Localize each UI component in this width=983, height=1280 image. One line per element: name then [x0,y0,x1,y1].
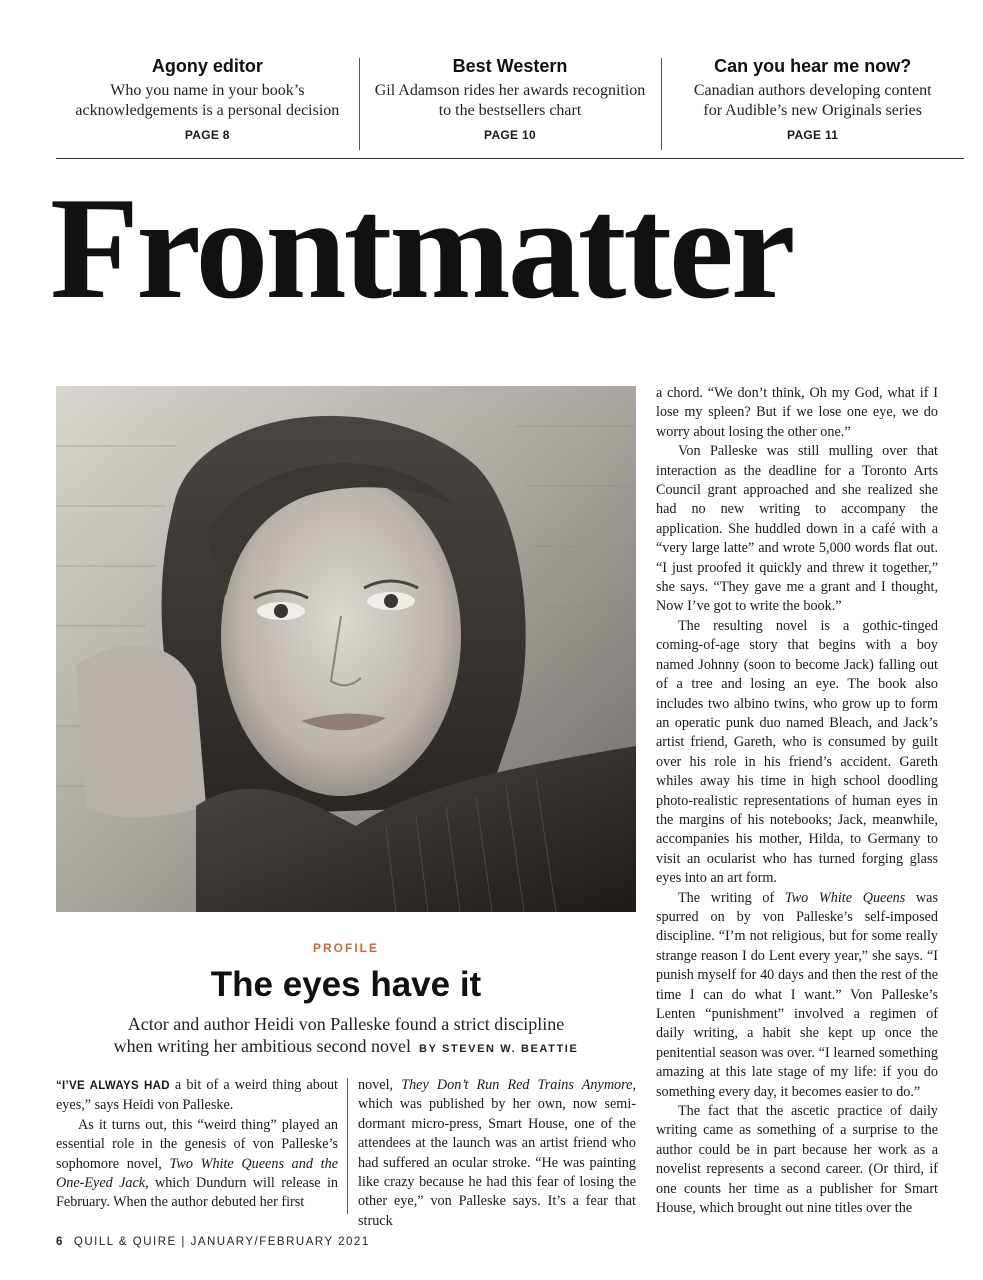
book-title: Two White Queens and the One-Eyed Jack [56,1155,338,1192]
section-masthead: Frontmatter [50,167,793,329]
article-dek [56,1013,636,1060]
article-column-3 [656,384,938,1218]
dek-line-1: Actor and author Heidi von Palleske found a strict discipline [127,1014,565,1034]
teaser-best-western[interactable] [359,52,662,152]
article-column-1 [56,1076,338,1213]
byline: BY STEVEN W. BEATTIE [419,1043,579,1055]
article-headline: The eyes have it [210,965,482,1004]
teaser-text: Canadian authors developing content for Audible’s new Originals series [693,82,932,119]
lead-in: “I’VE ALWAYS HAD [56,1080,170,1092]
teaser-bar [56,52,964,152]
dek-line-2: when writing her ambitious second novel [113,1036,412,1056]
paragraph: a chord. “We don’t think, Oh my God, what if I lose my spleen? But if we lose one eye, we do worry about losing the other one.” [656,385,938,440]
page-footer [56,1236,370,1248]
teaser-can-you-hear-me[interactable] [661,52,964,152]
article-kicker: PROFILE [312,941,379,955]
paragraph: The resulting novel is a gothic-tinged coming-of-age story that begins with a boy named Johnny (soon to become Jack) falling out of a tree and losing an eye. The book also includes two albino twins, who grow up to form an operatic punk duo named Bleach, and Jack’s artist friend, Gareth, who is consumed by guilt over his role in his friend’s accident. Gareth whiles away his time in high school doodling photo-realistic representations of human eyes in the margins of his notebooks; Jack, meanwhile, accompanies his mother, Hilda, to Germany to visit an ocularist who has turned forging glass eyes into an art form. [656,617,938,887]
paragraph: As it turns out, this “weird thing” played an essential role in the genesis of von Palleske’s sophomore novel, Two White Queens and the One-Eyed Jack, which Dundurn will release in February. When the author debuted her first [56,1116,338,1211]
teaser-page: PAGE 10 [484,128,536,142]
paragraph: The fact that the ascetic practice of daily writing came as something of a surprise to the author could be in part because her work as a novelist represents a second career. (Or third, if one counts her time as a publisher for Smart House, which brought out nine titles over the [656,1103,938,1217]
paragraph: Von Palleske was still mulling over that interaction as the deadline for a Toronto Arts Council grant approached and she realized she had no new writing to accompany the application. She huddled down in a café with a “very large latte” and wrote 5,000 words flat out. “I just proofed it quickly and threw it together,” she says. “They gave me a grant and I thought, Now I’ve got to write the book.” [656,443,938,615]
teaser-page: PAGE 8 [184,128,230,142]
publication-issue: QUILL & QUIRE | JANUARY/FEBRUARY 2021 [73,1236,370,1248]
teaser-text: Gil Adamson rides her awards recognition to the bestsellers chart [374,82,646,119]
paragraph: novel, They Don’t Run Red Trains Anymore, which was published by her own, now semi-dormant micro-press, Smart House, one of the attendees at the launch was an artist friend who had suffered an ocular stroke. “He was painting like crazy because he had this fear of losing the other eye,” von Palleske says. It’s a fear that struck [358,1077,636,1229]
teaser-page: PAGE 11 [787,128,839,142]
teaser-title: Best Western [452,56,568,76]
teaser-title: Agony editor [151,56,263,76]
teaser-title: Can you hear me now? [714,56,912,76]
teaser-agony-editor[interactable] [56,52,359,152]
book-title: Two White Queens [784,889,906,906]
teaser-text: Who you name in your book’s acknowledgements is a personal decision [75,82,340,119]
column-divider [347,1078,348,1214]
book-title: They Don’t Run Red Trains Anymore [401,1077,633,1093]
article-column-2 [358,1076,636,1231]
page-number: 6 [56,1236,64,1248]
divider-rule [56,158,964,159]
paragraph: The writing of Two White Queens was spurred on by von Palleske’s self-imposed discipline. “I’m not religious, but for some really strange reason I do Lent every year,” she says. “I punish myself for 40 days and then the rest of the time I can do what I want.” Von Palleske’s Lenten “punishment” involved a regimen of daily writing, a habit she kept up once the penitential season was over. “I learned something amazing at this late stage of my life: if you do something every day, it becomes easier to do.” [656,889,938,1100]
author-portrait-photo [56,386,636,912]
paragraph: “I’VE ALWAYS HAD a bit of a weird thing about eyes,” says Heidi von Palleske. [56,1077,338,1114]
